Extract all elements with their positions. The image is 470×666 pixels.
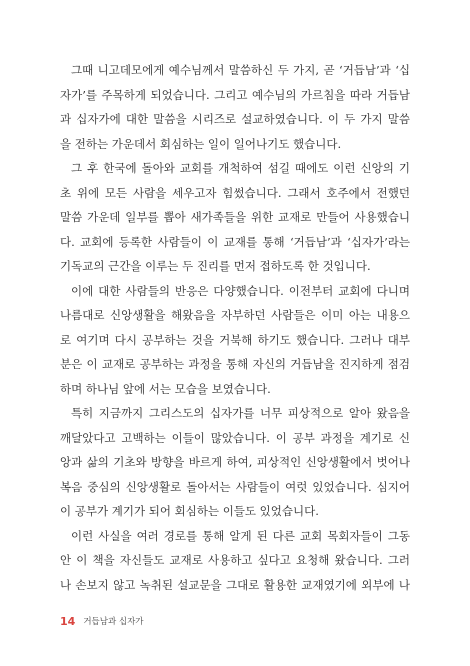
text-line: 을 전하는 가운데서 회심하는 일이 일어나기도 했습니다. — [60, 136, 342, 151]
text-line: 과 십자가에 대한 말씀을 시리즈로 설교하였습니다. 이 두 가지 말씀 — [60, 112, 410, 126]
text-line: 이 공부가 계기가 되어 회심하는 이들도 있었습니다. — [60, 504, 319, 518]
text-line: 말씀 가운데 일부를 뽑아 새가족들을 위한 교재로 만들어 사용했습니 — [60, 210, 410, 224]
text-line: 특히 지금까지 그리스도의 십자가를 너무 피상적으로 알아 왔음을 — [71, 406, 410, 420]
text-line: 초 위에 모든 사람을 세우고자 힘썼습니다. 그래서 호주에서 전했던 — [60, 185, 410, 200]
text-line: 안 이 책을 자신들도 교재로 사용하고 싶다고 요청해 왔습니다. 그러 — [60, 553, 410, 567]
page-footer — [60, 614, 144, 628]
text-line: 그때 니고데모에게 예수님께서 말씀하신 두 가지, 곧 ‘거듭남’과 ‘십 — [71, 63, 410, 77]
running-title: 거듭남과 십자가 — [83, 617, 144, 627]
text-line: 다. 교회에 등록한 사람들이 이 교재를 통해 ‘거듭남’과 ‘십자가’라는 — [60, 234, 410, 249]
text-line: 깨달았다고 고백하는 이들이 많았습니다. 이 공부 과정을 계기로 신 — [60, 430, 410, 445]
text-line: 이런 사실을 여러 경로를 통해 알게 된 다른 교회 목회자들이 그동 — [71, 528, 410, 543]
text-line: 로 여기며 다시 공부하는 것을 거북해 하기도 했습니다. 그러나 대부 — [60, 332, 410, 347]
text-line: 이에 대한 사람들의 반응은 다양했습니다. 이전부터 교회에 다니며 — [71, 283, 410, 298]
text-line: 앙과 삶의 기초와 방향을 바르게 하여, 피상적인 신앙생활에서 벗어나 — [60, 455, 410, 469]
text-line: 복음 중심의 신앙생활로 돌아서는 사람들이 여럿 있었습니다. 심지어 — [60, 479, 410, 494]
text-line: 그 후 한국에 돌아와 교회를 개척하여 섬길 때에도 이런 신앙의 기 — [71, 161, 410, 175]
text-line: 나름대로 신앙생활을 해왔음을 자부하던 사람들은 이미 아는 내용으 — [60, 308, 410, 322]
text-line: 기독교의 근간을 이루는 두 진리를 먼저 접하도록 한 것입니다. — [60, 259, 371, 273]
page-number: 14 — [60, 614, 76, 628]
text-line: 분은 이 교재로 공부하는 과정을 통해 자신의 거듭남을 진지하게 점검 — [60, 357, 410, 371]
text-line: 하며 하나님 앞에 서는 모습을 보였습니다. — [60, 381, 271, 396]
page-body — [60, 58, 410, 597]
text-line: 나 손보지 않고 녹취된 설교문을 그대로 활용한 교재였기에 외부에 나 — [60, 577, 410, 592]
text-line: 자가’를 주목하게 되었습니다. 그리고 예수님의 가르침을 따라 거듭남 — [60, 87, 410, 102]
